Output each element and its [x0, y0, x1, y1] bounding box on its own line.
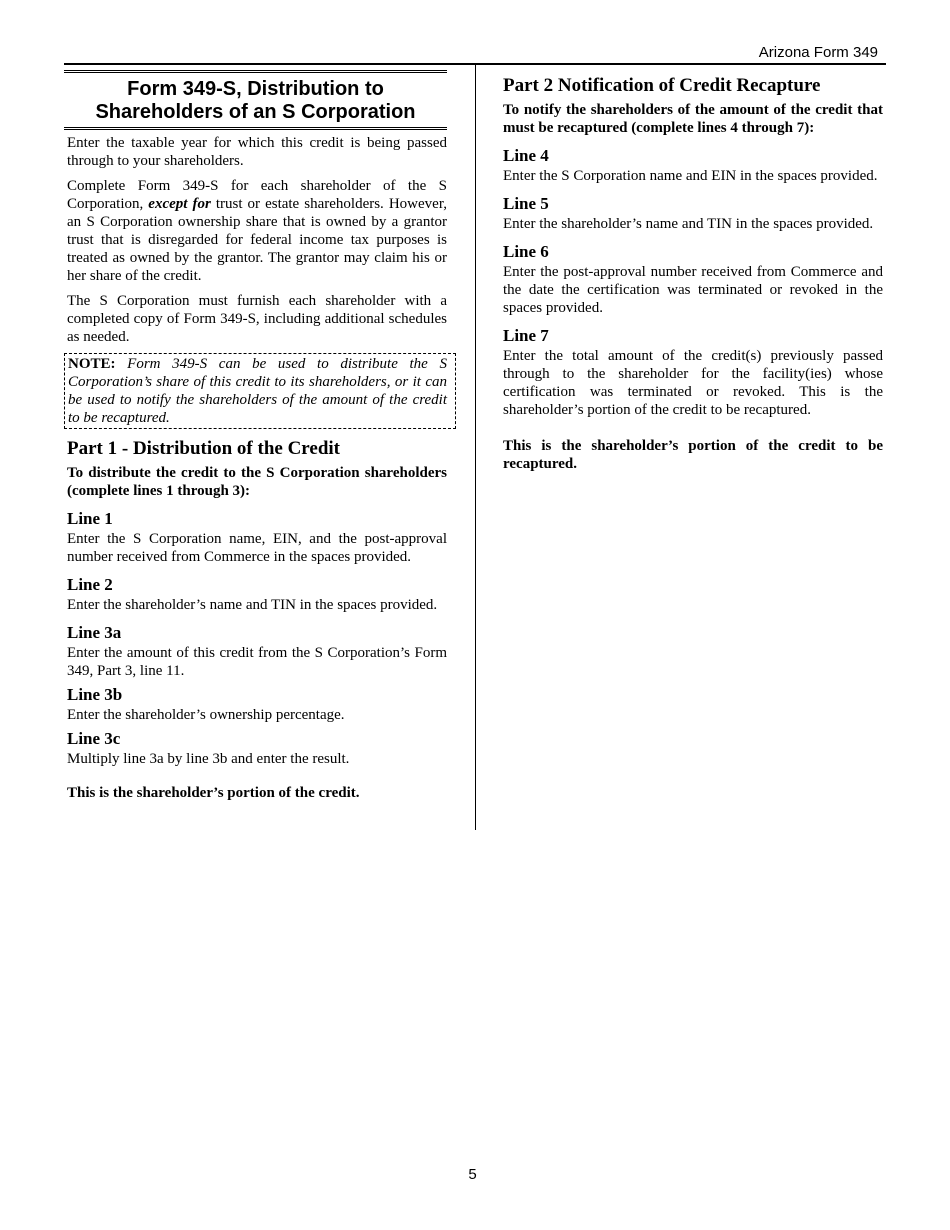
line-6-text: Enter the post-approval number received from Commerce and the date the certification was terminated or revoked in the spaces provided.	[503, 264, 883, 316]
part1-intro: To distribute the credit to the S Corporation shareholders (complete lines 1 through 3):	[67, 465, 447, 499]
eligibility-emphasis: except for	[148, 196, 211, 212]
part2-intro: To notify the shareholders of the amount of the credit that must be recaptured (complete lines 4 through 7):	[503, 102, 883, 136]
line-5-text: Enter the shareholder’s name and TIN in the spaces provided.	[503, 216, 874, 232]
furnish-paragraph: The S Corporation must furnish each shareholder with a completed copy of Form 349-S, including additional schedules as needed.	[67, 293, 447, 345]
line-3c-heading: Line 3c	[67, 729, 121, 748]
line-3a-heading: Line 3a	[67, 623, 122, 642]
part2-heading: Part 2 Notification of Credit Recapture	[503, 75, 821, 96]
eligibility-paragraph	[67, 177, 447, 285]
line-6-heading: Line 6	[503, 242, 549, 261]
eligibility-text-b: trust or estate shareholders. However, an S Corporation ownership share that is owned by a grantor trust that is disregarded for federal income tax purposes is treated as owned by the grantor. The grantor may claim his or her share of the credit.	[67, 196, 447, 284]
intro-paragraph: Enter the taxable year for which this credit is being passed through to your shareholders.	[67, 135, 447, 169]
line-3b-text: Enter the shareholder’s ownership percentage.	[67, 707, 345, 723]
left-column	[67, 70, 447, 802]
line-1-heading: Line 1	[67, 509, 113, 528]
page-number: 5	[468, 1166, 477, 1183]
eligibility-text-a: Complete Form 349-S for each shareholder of the S Corporation,	[67, 178, 447, 212]
title-line-1: Form 349-S, Distribution to	[127, 78, 384, 100]
line-1-text: Enter the S Corporation name, EIN, and the post-approval number received from Commerce in the spaces provided.	[67, 531, 447, 565]
part1-closing: This is the shareholder’s portion of the credit.	[67, 785, 360, 801]
title-line-2: Shareholders of an S Corporation	[95, 101, 416, 123]
form-label: Arizona Form 349	[758, 44, 878, 61]
line-3b-heading: Line 3b	[67, 685, 123, 704]
line-4-text: Enter the S Corporation name and EIN in the spaces provided.	[503, 168, 878, 184]
note-label: NOTE:	[68, 356, 116, 372]
line-7-heading: Line 7	[503, 326, 549, 345]
line-5-heading: Line 5	[503, 194, 549, 213]
part1-heading: Part 1 - Distribution of the Credit	[67, 438, 341, 459]
line-2-text: Enter the shareholder’s name and TIN in the spaces provided.	[67, 597, 438, 613]
right-column	[503, 70, 883, 473]
column-divider	[475, 64, 476, 830]
line-4-heading: Line 4	[503, 146, 549, 165]
part2-closing: This is the shareholder’s portion of the credit to be recaptured.	[503, 438, 883, 472]
note-box	[64, 353, 456, 429]
line-7-text: Enter the total amount of the credit(s) previously passed through to the shareholder for the facility(ies) whose certification was terminated or revoked. This is the shareholder’s portion of the credit to be recaptured.	[503, 348, 883, 418]
line-3c-text: Multiply line 3a by line 3b and enter the result.	[67, 751, 350, 767]
line-3a-text: Enter the amount of this credit from the S Corporation’s Form 349, Part 3, line 11.	[67, 645, 447, 679]
page-title	[64, 70, 447, 130]
line-2-heading: Line 2	[67, 575, 113, 594]
note-text: Form 349-S can be used to distribute the S Corporation’s share of this credit to its shareholders, or it can be used to notify the shareholders of the amount of the credit to be recaptured.	[68, 356, 447, 426]
